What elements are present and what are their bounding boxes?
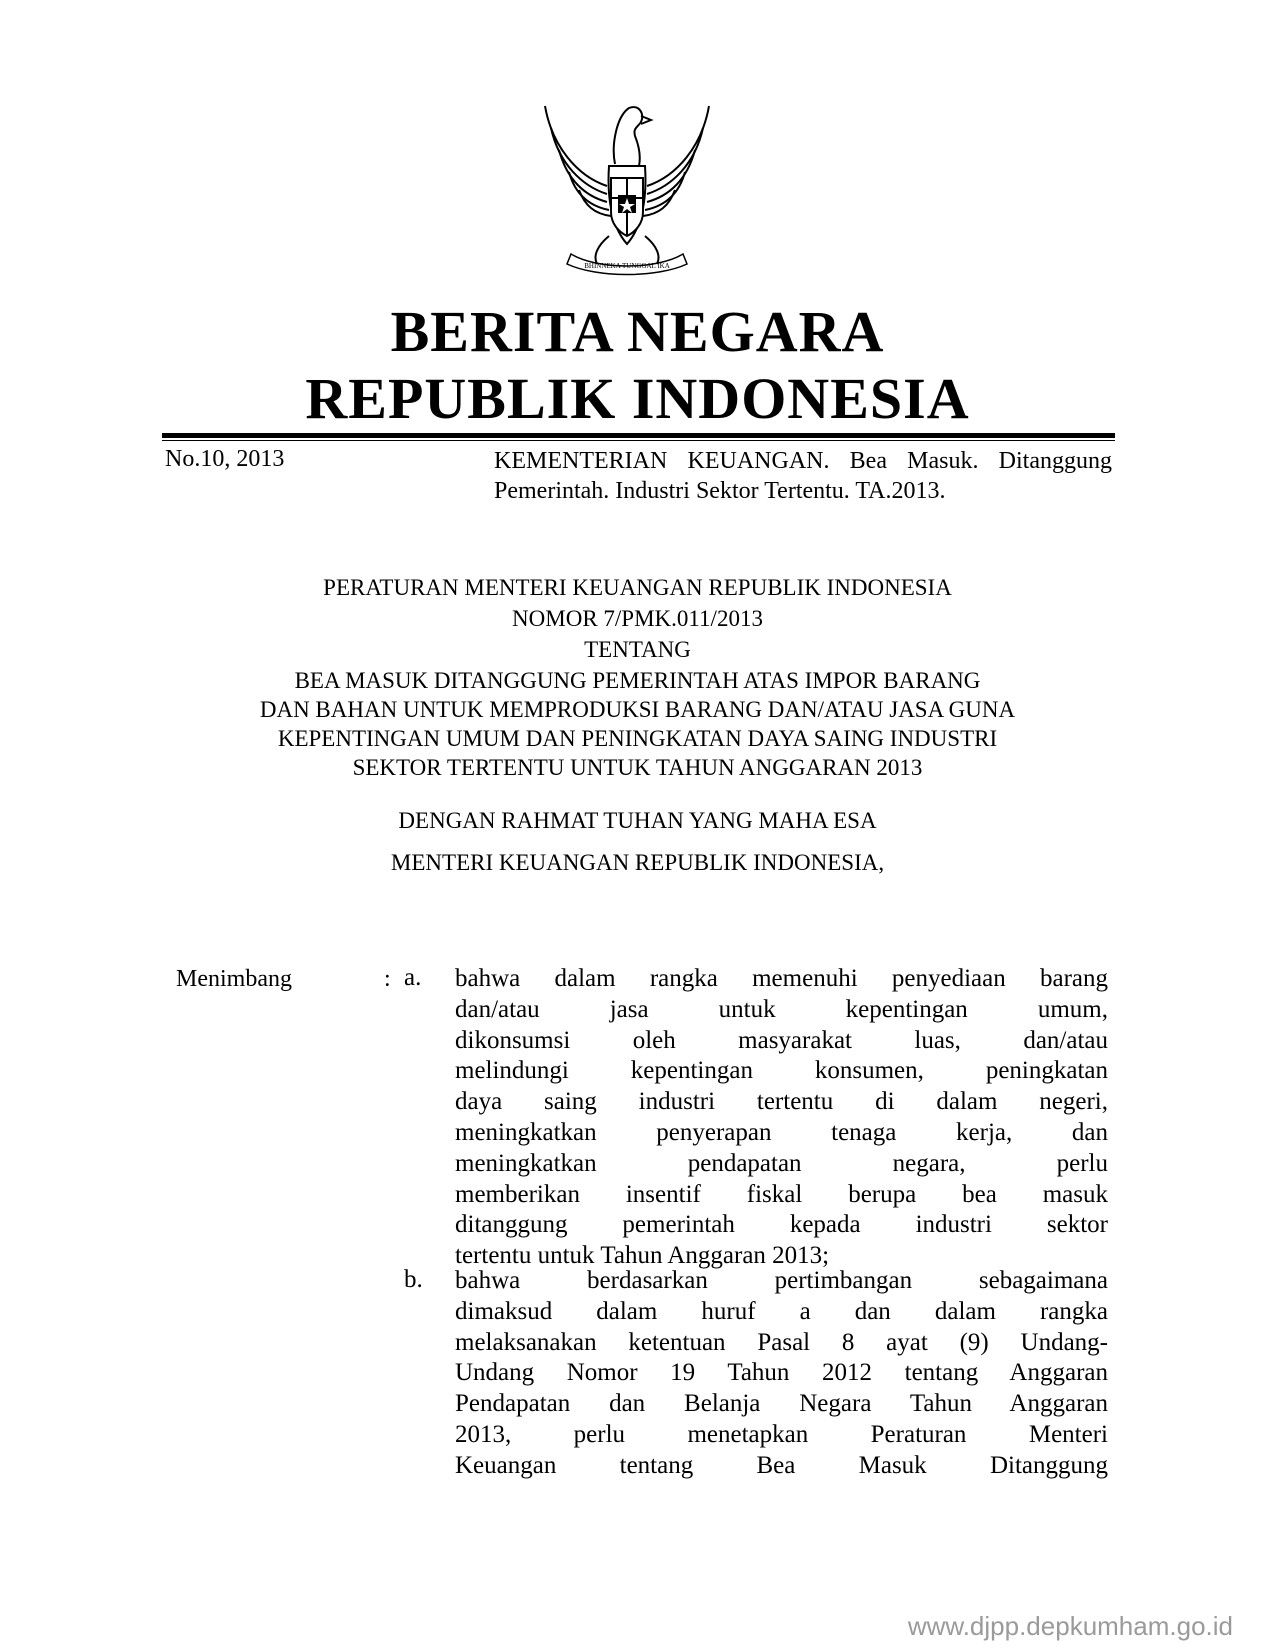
text-line: 2013, perlu menetapkan Peraturan Menteri <box>455 1420 1108 1448</box>
item-marker-b: b. <box>404 1266 423 1293</box>
text-line: melindungi kepentingan konsumen, peningkatan <box>455 1057 1108 1085</box>
text-line: Undang Nomor 19 Tahun 2012 tentang Anggaran <box>455 1359 1108 1387</box>
document-number: No.10, 2013 <box>165 446 285 472</box>
considering-item-b <box>455 1266 1108 1482</box>
masthead-title: BERITA NEGARA <box>390 299 885 364</box>
text-line: memberikan insentif fiskal berupa bea masuk <box>455 1180 1108 1208</box>
considering-label: Menimbang <box>176 966 292 992</box>
regulation-title: PERATURAN MENTERI KEUANGAN REPUBLIK INDONESIA <box>323 575 952 600</box>
text-line: dan/atau jasa untuk kepentingan umum, <box>455 995 1108 1023</box>
masthead-divider-thick <box>162 433 1115 438</box>
text-line: bahwa dalam rangka memenuhi penyediaan barang <box>455 965 1108 992</box>
text-line: daya saing industri tertentu di dalam negeri, <box>455 1088 1108 1116</box>
text-line: dimaksud dalam huruf a dan dalam rangka <box>455 1297 1108 1325</box>
blessing-line: DENGAN RAHMAT TUHAN YANG MAHA ESA <box>398 808 877 833</box>
text-line: dikonsumsi oleh masyarakat luas, dan/atau <box>455 1026 1108 1054</box>
text-line: tertentu untuk Tahun Anggaran 2013; <box>455 1242 830 1270</box>
masthead-subtitle: REPUBLIK INDONESIA <box>305 366 970 431</box>
text-line: meningkatkan pendapatan negara, perlu <box>455 1149 1108 1177</box>
source-watermark: www.djpp.depkumham.go.id <box>907 1611 1233 1641</box>
regulation-topic-line: DAN BAHAN UNTUK MEMPRODUKSI BARANG DAN/ATAU JASA GUNA <box>259 697 1016 722</box>
regulation-number: NOMOR 7/PMK.011/2013 <box>512 606 763 631</box>
regulation-topic-line: KEPENTINGAN UMUM DAN PENINGKATAN DAYA SAING INDUSTRI <box>277 726 998 751</box>
text-line: Keuangan tentang Bea Masuk Ditanggung <box>455 1451 1108 1479</box>
document-subject: KEMENTERIAN KEUANGAN. Bea Masuk. Ditanggung Pemerintah. Industri Sektor Tertentu. TA.2013. <box>494 448 1112 504</box>
regulation-topic-line: BEA MASUK DITANGGUNG PEMERINTAH ATAS IMPOR BARANG <box>294 668 981 693</box>
text-line: bahwa berdasarkan pertimbangan sebagaimana <box>455 1267 1108 1294</box>
text-line: melaksanakan ketentuan Pasal 8 ayat (9) Undang- <box>455 1328 1108 1356</box>
considering-item-a <box>455 964 1108 1272</box>
emblem-motto: BHINNEKA TUNGGAL IKA <box>584 262 670 270</box>
regulation-about: TENTANG <box>584 637 691 662</box>
regulation-topic-line: SEKTOR TERTENTU UNTUK TAHUN ANGGARAN 2013 <box>352 755 923 780</box>
considering-colon: : <box>384 966 391 992</box>
minister-line: MENTERI KEUANGAN REPUBLIK INDONESIA, <box>390 850 885 875</box>
masthead-divider-thin <box>162 440 1115 441</box>
text-line: ditanggung pemerintah kepada industri sektor <box>455 1211 1108 1239</box>
garuda-emblem-icon <box>537 86 717 276</box>
text-line: meningkatkan penyerapan tenaga kerja, dan <box>455 1118 1108 1146</box>
item-marker-a: a. <box>404 964 422 991</box>
text-line: Pendapatan dan Belanja Negara Tahun Anggaran <box>455 1390 1108 1418</box>
